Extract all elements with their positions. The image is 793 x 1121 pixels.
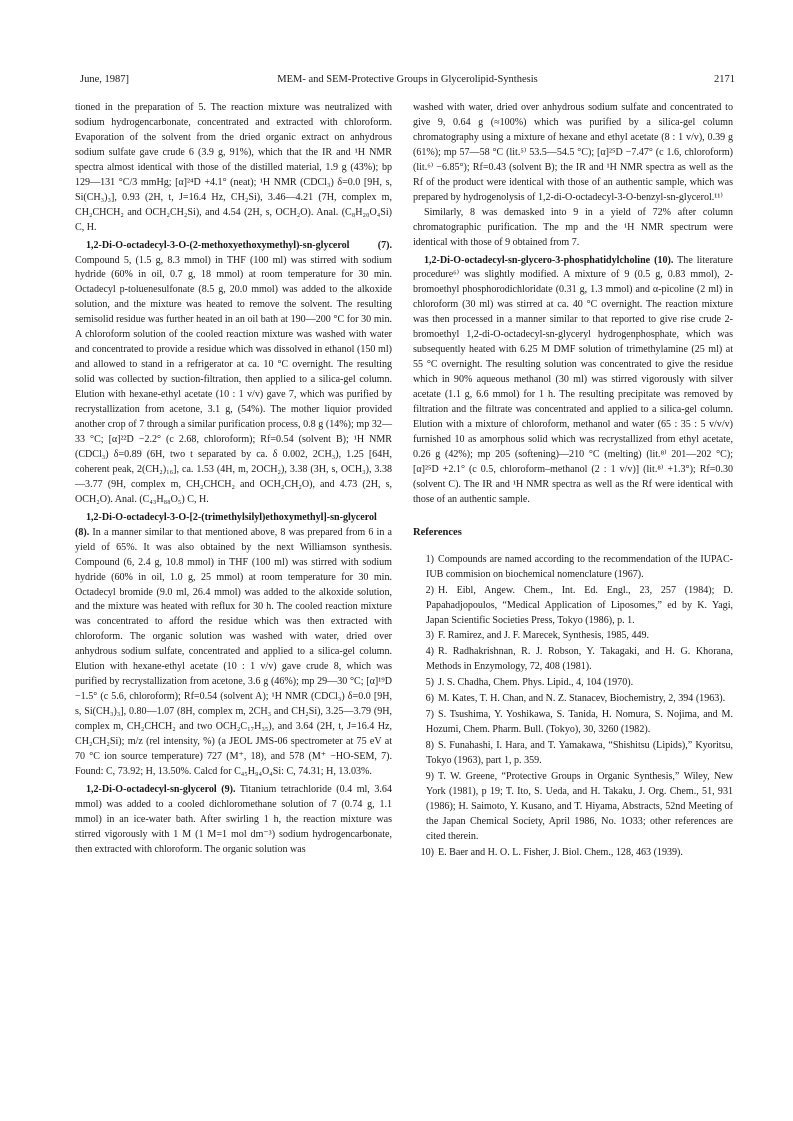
paragraph [75, 101, 392, 236]
paragraph-heading: 1,2-Di-O-octadecyl-sn-glycero-3-phosphatidylcholine (10). [424, 254, 674, 266]
reference-number: 10) [420, 846, 434, 858]
reference-item [413, 846, 733, 861]
header-page-number: 2171 [714, 74, 735, 85]
paragraph-text: The literature procedure⁶⁾ was slightly modified. A mixture of 9 (0.5 g, 0.83 mmol), 2-bromoethyl phosphorodichloridate (0.31 g, 1.3 mmol) and α-picoline (2 ml) in chloroform (30 ml) was stirred at ca. 40 °C overnight. The reaction mixture was then processed in a manner similar to that reported to give rise crude 2-bromoethyl 1,2-di-O-octadecyl-sn-glyceryl hydrogenphosphate, which was subsequently heated with 6.25 M DMF solution of trimethylamine (25 ml) at 55 °C overnight. The resulting solution was concentrated to give the residue which in 90% aqueous methanol (30 ml) was stirred vigorously with silver acetate (1.1 g, 6.6 mmol) for 1 h. The resulting precipitate was removed by filtration and the filtrate was concentrated and applied to a silica-gel column. Elution with a mixture of chloroform, methanol and water (65 : 35 : 5 v/v/v) furnished 10 as amorphous solid which was recrystallized from ethyl acetate, 0.26 g (42%); mp 205 (softening)—210 °C (melting) (lit.⁸⁾ 201—202 °C); [α]²⁵D +2.1° (c 0.5, chloroform–methanol (2 : 1 v/v)] (lit.⁸⁾ +1.3°); Rf=0.30 (solvent C). The IR and ¹H NMR spectra as well as the Rf were identical with those of an authentic sample. [413, 254, 733, 505]
reference-number: 1) [425, 553, 434, 565]
paragraph-text: tioned in the preparation of 5. The reaction mixture was neutralized with sodium hydrogencarbonate, concentrated and extracted with chloroform. Evaporation of the solvent from the dried organic extract on anhydrous sodium sulfate gave crude 6 (3.9 g, 91%), which that the IR and ¹H NMR spectra almost identical with those of the distilled material, 1.9 g (43%); bp 129—131 °C/3 mmHg; [α]²⁴D +4.1° (neat); ¹H NMR (CDCl₃) δ=0.0 [9H, s, Si(CH₃)₃], 0.93 (2H, t, J=16.4 Hz, CH₂Si), 3.46—4.21 (7H, complex m, CH₂CHCH₂ and OCH₂CH₂Si), and 4.54 (2H, s, OCH₂O). Anal. (C₈H₂₀O₄Si) C, H. [75, 102, 392, 233]
right-column [413, 101, 733, 862]
paragraph-text: washed with water, dried over anhydrous sodium sulfate and concentrated to give 9, 0.64 g (≈100%) which was purified by a silica-gel column chromatography using a mixture of hexane and ethyl acetate (8 : 1 v/v), 0.39 g (61%); mp 57—58 °C (lit.⁵⁾ 53.5—54.5 °C); [α]²⁵D −7.47° (c 1.6, chloroform) (lit.⁶⁾ −6.85°); Rf=0.43 (solvent B); the IR and ¹H NMR spectra as well as the Rf of the product were identical with those of an authentic sample, which was prepared by hydrogenolysis of 1,2-di-O-octadecyl-3-O-benzyl-sn-glycerol.¹¹⁾ [413, 102, 733, 203]
reference-item [413, 645, 733, 675]
reference-number: 4) [425, 646, 434, 658]
reference-item [413, 770, 733, 845]
reference-number: 7) [425, 709, 434, 721]
paragraph-heading: 1,2-Di-O-octadecyl-3-O-(2-methoxyethoxymethyl)-sn-glycerol (7). [86, 239, 392, 251]
paragraph-text: Similarly, 8 was demasked into 9 in a yield of 72% after column chromatographic purification. The mp and the ¹H NMR spectrum were identical with those of 9 obtained from 7. [413, 206, 733, 248]
paragraph [413, 206, 733, 251]
reference-number: 9) [425, 771, 434, 783]
reference-text: S. Funahashi, I. Hara, and T. Yamakawa, “Shishitsu (Lipids),” Kyoritsu, Tokyo (1963), part 1, p. 359. [426, 740, 733, 767]
reference-number: 6) [425, 693, 434, 705]
paragraph-heading: 1,2-Di-O-octadecyl-3-O-[2-(trimethylsilyl)ethoxymethyl]-sn-glycerol (8). [75, 511, 377, 538]
reference-text: F. Ramirez, and J. F. Marecek, Synthesis, 1985, 449. [438, 630, 650, 642]
reference-item [413, 739, 733, 769]
paragraph-text: Compound 5, (1.5 g, 8.3 mmol) in THF (100 ml) was stirred with sodium hydride (60% in oil, 0.7 g, 18 mmol) at room temperature for 30 min. Octadecyl p-toluenesulfonate (8.5 g, 20.0 mmol) was added to the alkoxide solution, and the mixture was heated to remove the solvent. The resulting semisolid residue was further heated in an oil bath at 190—200 °C for 30 min. A chloroform solution of the cooled reaction mixture was washed with water and concentrated to provide a residue which was dissolved in ethanol (150 ml) and allowed to stand in a refrigerator at ca. 10 °C overnight. The resulting solid was collected by suction-filtration, then applied to a silica-gel column. Elution with hexane-ethyl acetate (10 : 1 v/v) gave 7, which was purified by recrystallization from acetone, 3.1 g, (54%). The mother liquior provided another crop of 7 through a similar purification process, 0.8 g (14%); mp 32—33 °C; [α]²²D −2.2° (c 2.68, chloroform); Rf=0.54 (solvent B); ¹H NMR (CDCl₃) δ=0.89 (6H, two t separated by ca. δ 0.002, 2CH₃), 1.25 [64H, coherent peak, 2(CH₂)₁₆], ca. 1.53 (4H, m, 2OCH₂), 3.38 (3H, s, OCH₃), 3.38—3.77 (9H, complex m, CH₂CHCH₂ and OCH₂CH₂O), and 4.73 (2H, s, OCH₂O). Anal. (C₄₃H₈₈O₅) C, H. [75, 254, 392, 505]
header-date: June, 1987] [80, 74, 129, 85]
paragraph [75, 239, 392, 508]
references-heading: References [413, 526, 462, 538]
paragraph-text: Titanium tetrachloride (0.4 ml, 3.64 mmol) was added to a cooled dichloromethane solution of 7 (0.74 g, 1.1 mmol) in an ice-water bath. After swirling 1 h, the reaction mixture was stirred vigorously with 1 M (1 M=1 mol dm⁻³) sodium hydrogencarbonate, then extracted with chloroform. The organic solution was [75, 783, 392, 855]
reference-list [413, 553, 733, 861]
reference-item [413, 584, 733, 629]
reference-text: S. Tsushima, Y. Yoshikawa, S. Tanida, H. Nomura, S. Nojima, and M. Hozumi, Chem. Pharm. Bull. (Tokyo), 30, 3260 (1982). [426, 709, 733, 736]
reference-text: H. Eibl, Angew. Chem., Int. Ed. Engl., 23, 257 (1984); D. Papahadjopoulos, “Medical Application of Liposomes,” ed by K. Yagi, Japan Scientific Societies Press, Tokyo (1986), p. 1. [426, 584, 733, 626]
reference-item [413, 692, 733, 707]
reference-text: M. Kates, T. H. Chan, and N. Z. Stanacev, Biochemistry, 2, 394 (1963). [438, 693, 726, 705]
reference-text: R. Radhakrishnan, R. J. Robson, Y. Takagaki, and H. G. Khorana, Methods in Enzymology, 72, 408 (1981). [426, 646, 733, 673]
paragraph [413, 101, 733, 206]
reference-number: 8) [425, 740, 434, 752]
reference-item [413, 708, 733, 738]
reference-item [413, 629, 733, 644]
paragraph-heading: 1,2-Di-O-octadecyl-sn-glycerol (9). [86, 783, 236, 795]
left-column [75, 101, 392, 858]
reference-text: J. S. Chadha, Chem. Phys. Lipid., 4, 104 (1970). [438, 677, 634, 689]
paragraph [75, 783, 392, 858]
reference-text: Compounds are named according to the recommendation of the IUPAC-IUB commision on biochemical nomenclature (1967). [426, 553, 733, 580]
running-header [80, 73, 735, 87]
reference-text: E. Baer and H. O. L. Fisher, J. Biol. Chem., 128, 463 (1939). [438, 846, 683, 858]
reference-item [413, 676, 733, 691]
reference-number: 3) [425, 630, 434, 642]
reference-item [413, 553, 733, 583]
paragraph [75, 511, 392, 780]
reference-text: T. W. Greene, “Protective Groups in Organic Synthesis,” Wiley, New York (1981), p 19; T. Ito, S. Ueda, and H. Takaku, J. Org. Chem., 51, 931 (1986); H. Saimoto, Y. Kusano, and T. Hiyama, Abstracts, 52nd Meeting of the Japan Chemical Society, April 1986, No. 1O33; other references are cited therein. [426, 771, 733, 842]
reference-number: 2) [425, 584, 434, 596]
header-title: MEM- and SEM-Protective Groups in Glycerolipid-Synthesis [277, 74, 538, 85]
paragraph-text: In a manner similar to that mentioned above, 8 was prepared from 6 in a yield of 65%. It was also obtained by the next Williamson synthesis. Compound (6, 2.4 g, 10.8 mmol) in THF (100 ml) was stirred with sodium hydride (60% in oil, 1.0 g, 25 mmol) at room temperature for 30 min. Octadecyl bromide (9.0 ml, 26.4 mmol) was added to the alkoxide solution, and the mixture was heated with reflux for 30 h. The cooled reaction mixture was concentrated to afford the residue which was then extracted with chloroform. The organic solution was washed with water, dried over anhydrous sodium sulfate, concentrated and applied to a silica-gel column. Elution with hexane-ethyl acetate (10 : 1 v/v) gave crude 8, which was purified by recrystallization from acetone, 3.6 g (46%); mp 29—30 °C; [α]¹⁹D −1.5° (c 5.6, chloroform); Rf=0.54 (solvent A); ¹H NMR (CDCl₃) δ=0.0 [9H, s, Si(CH₃)₃], 0.80—1.07 (8H, complex m, 2CH₃ and CH₂Si), 3.25—3.79 (9H, complex m, CH₂CHCH₂ and two OCH₂C₁₇H₃₅), and 3.64 (2H, t, J=16.4 Hz, CH₂CH₂Si); m/z (rel intensity, %) (a JEOL JMS-06 spectrometer at 75 eV at 70 °C ion source temperature) 727 (M⁺, 18), and 578 (M⁺ −HO-SEM, 7). Found: C, 73.92; H, 13.50%. Calcd for C₄₅H₉₄O₄Si: C, 74.31; H, 13.03%. [75, 526, 392, 777]
paragraph [413, 254, 733, 508]
reference-number: 5) [425, 677, 434, 689]
